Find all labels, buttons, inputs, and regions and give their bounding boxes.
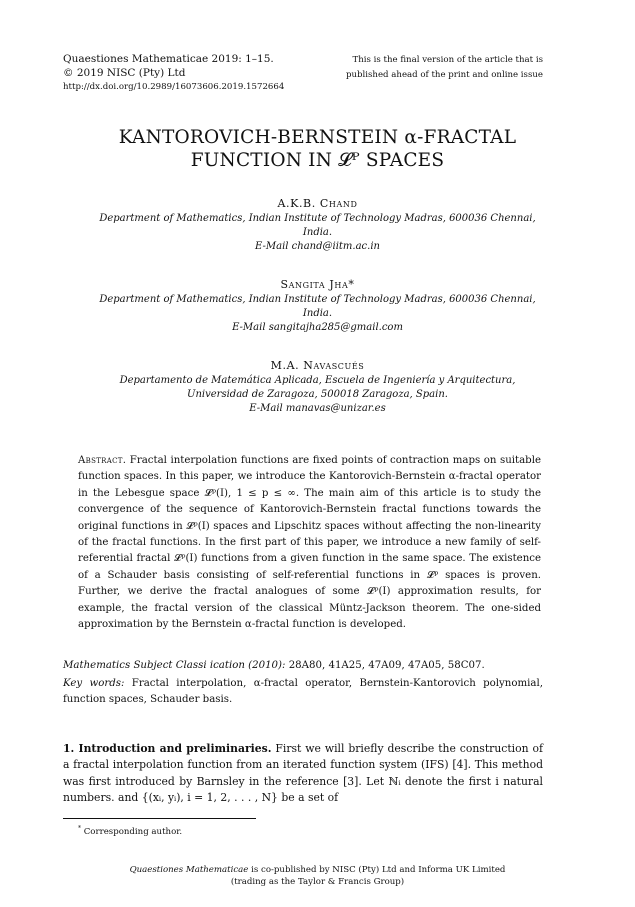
msc-label: Mathematics Subject Classi ication (2010): [63, 660, 286, 671]
title-line2: FUNCTION IN 𝓛ᴾ SPACES [190, 150, 445, 171]
author-block-2 [60, 277, 575, 335]
title-line1: KANTOROVICH-BERNSTEIN α-FRACTAL [118, 127, 517, 148]
author-email[interactable]: E-Mail manavas@unizar.es [249, 403, 386, 414]
doi-link[interactable]: http://dx.doi.org/10.2989/16073606.2019.1572664 [63, 82, 285, 92]
author-affiliation: Department of Mathematics, Indian Institute of Technology Madras, 600036 Chennai, [99, 294, 536, 305]
version-note [332, 53, 543, 83]
footnote-text: Corresponding author. [83, 826, 183, 837]
section-heading: 1. Introduction and preliminaries. [63, 742, 272, 755]
author-name: M.A. Navascués [270, 359, 365, 372]
subject-classification [63, 658, 543, 674]
msc-codes: 28A80, 41A25, 47A09, 47A05, 58C07. [288, 660, 485, 671]
footnote-divider [63, 818, 256, 819]
author-affiliation-cont: India. [302, 227, 333, 238]
paper-title [0, 126, 635, 172]
abstract-label: Abstract. [78, 455, 127, 466]
author-affiliation: Departamento de Matemática Aplicada, Escuela de Ingeniería y Arquitectura, [119, 375, 516, 386]
footer-journal: Quaestiones Mathematicae [129, 865, 249, 875]
keywords [63, 676, 543, 708]
footnote-mark: * [78, 825, 81, 832]
footnote [78, 823, 182, 838]
author-name: Sangita Jha* [280, 278, 355, 291]
author-name: A.K.B. Chand [277, 197, 358, 210]
author-block-3 [60, 358, 575, 416]
section-text: First we will briefly describe the construction of a fractal interpolation function from an iterated function system (IFS) [4]. This method was first introduced by Barnsley in the reference [3]. Let ℕᵢ denote the first i natural numbers. and {(xᵢ, yᵢ), i = 1, 2, . . . , N} be a set of [63, 742, 543, 804]
abstract [78, 453, 541, 633]
journal-header [63, 52, 284, 94]
author-affiliation-cont: Universidad de Zaragoza, 500018 Zaragoza, Spain. [187, 389, 448, 400]
keywords-label: Key words: [63, 678, 125, 689]
footer-line1-text: is co-published by NISC (Pty) Ltd and Informa UK Limited [248, 865, 506, 875]
footer-line2: (trading as the Taylor & Francis Group) [230, 877, 405, 887]
author-email[interactable]: E-Mail chand@iitm.ac.in [255, 241, 380, 252]
footer-line1 [0, 864, 635, 876]
author-affiliation: Department of Mathematics, Indian Institute of Technology Madras, 600036 Chennai, [99, 213, 536, 224]
version-note-line1: This is the final version of the article that is [352, 55, 543, 65]
author-email[interactable]: E-Mail sangitajha285@gmail.com [232, 322, 403, 333]
publisher-footer [0, 864, 635, 888]
version-note-line2: published ahead of the print and online issue [345, 70, 543, 80]
author-block-1 [60, 196, 575, 254]
journal-citation: Quaestiones Mathematicae 2019: 1–15. [63, 53, 274, 65]
introduction-section [63, 741, 543, 806]
copyright-line: © 2019 NISC (Pty) Ltd [63, 67, 186, 79]
author-affiliation-cont: India. [302, 308, 333, 319]
abstract-text: Fractal interpolation functions are fixed points of contraction maps on suitable function spaces. In this paper, we introduce the Kantorovich-Bernstein α-fractal operator in the Lebesgue space 𝓛ᵖ(I), 1 ≤ p ≤ ∞. The main aim of this article is to study the convergence of the sequence of Kantorovich-Bernstein fractal functions towards the original functions in 𝓛ᵖ(I) spaces and Lipschitz spaces without affecting the non-linearity of the fractal functions. In the first part of this paper, we introduce a new family of self-referential fractal 𝓛ᵖ(I) functions from a given function in the same space. The existence of a Schauder basis consisting of self-referential functions in 𝓛ᵖ spaces is proven. Further, we derive the fractal analogues of some 𝓛ᵖ(I) approximation results, for example, the fractal version of the classical Müntz-Jackson theorem. The one-sided approximation by the Bernstein α-fractal function is developed. [78, 455, 541, 631]
keywords-text: Fractal interpolation, α-fractal operator, Bernstein-Kantorovich polynomial, function spaces, Schauder basis. [63, 678, 543, 705]
